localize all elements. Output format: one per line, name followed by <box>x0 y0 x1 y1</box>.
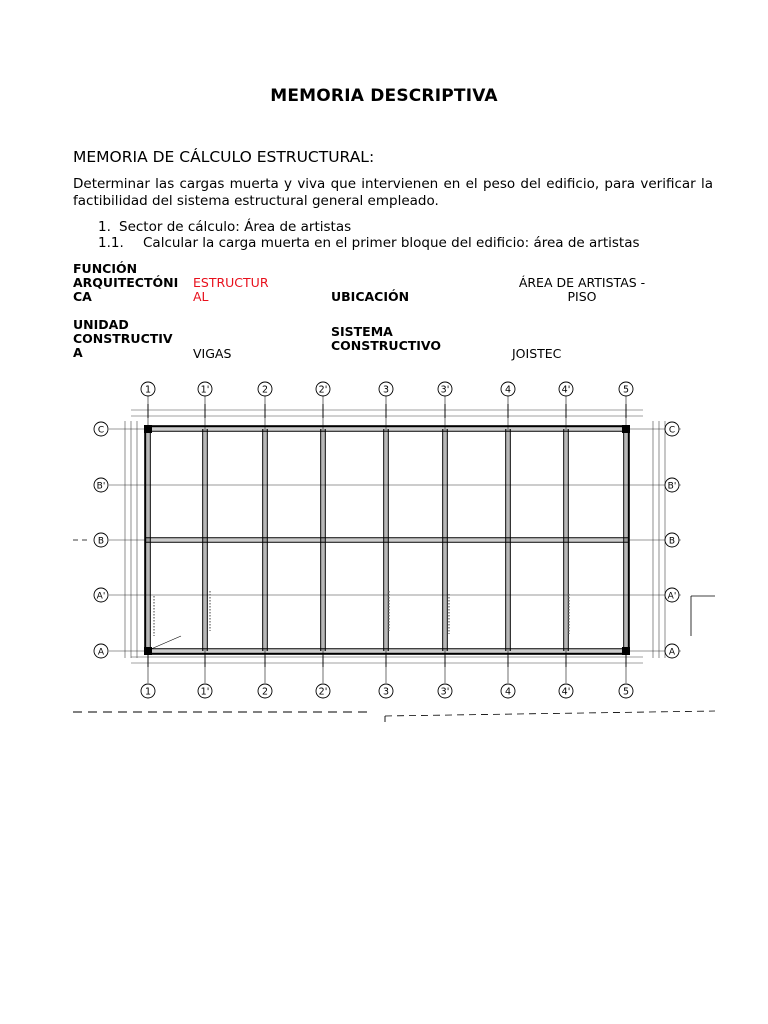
axis-label: 1 <box>144 686 152 698</box>
ubicacion-label: UBICACIÓN <box>331 289 410 304</box>
axis-label: 5 <box>622 686 630 698</box>
sistema-value: JOISTEC <box>512 346 562 361</box>
structural-floor-plan <box>73 366 715 722</box>
axis-label: 4 <box>504 686 512 698</box>
unidad-label-line: UNIDAD <box>73 317 129 332</box>
ubicacion-value <box>517 276 647 304</box>
list-item <box>98 219 351 235</box>
axis-label: 2' <box>318 384 328 396</box>
list-item <box>98 235 640 251</box>
column-square <box>144 425 152 433</box>
axis-label: A' <box>96 591 106 602</box>
intro-paragraph: Determinar las cargas muerta y viva que intervienen en el peso del edificio, para verificar la factibilidad del sistema estructural general empleado. <box>73 176 713 209</box>
axis-label: A' <box>667 591 677 602</box>
ubicacion-value-line: ÁREA DE ARTISTAS - <box>518 275 646 290</box>
list-item-number: 1.1. <box>98 235 124 251</box>
axis-label: C <box>97 425 105 436</box>
axis-label: 3 <box>382 384 390 396</box>
unidad-label-line: CONSTRUCTIV <box>73 331 173 346</box>
funcion-label-line: FUNCIÓN <box>73 261 138 276</box>
axis-label: 2 <box>261 384 269 396</box>
column-square <box>622 425 630 433</box>
axis-label: 4' <box>561 686 571 698</box>
axis-label: C <box>668 425 676 436</box>
funcion-label-line: CA <box>73 289 92 304</box>
unidad-value: VIGAS <box>193 346 232 361</box>
page-title: MEMORIA DESCRIPTIVA <box>270 86 498 106</box>
axis-label: 4' <box>561 384 571 396</box>
section-subtitle: MEMORIA DE CÁLCULO ESTRUCTURAL: <box>73 148 375 166</box>
leader-line <box>151 636 181 649</box>
unidad-label-line: A <box>73 345 83 360</box>
funcion-value-line: ESTRUCTUR <box>193 275 269 290</box>
axis-label: 3' <box>440 384 450 396</box>
sistema-label <box>331 325 441 353</box>
axis-label: B' <box>96 481 106 492</box>
axis-label: B' <box>667 481 677 492</box>
axis-label: B <box>97 536 105 547</box>
column-square <box>622 647 630 655</box>
axis-label: 5 <box>622 384 630 396</box>
axis-label: B <box>668 536 676 547</box>
funcion-label <box>73 262 178 304</box>
axis-label: 2 <box>261 686 269 698</box>
funcion-value-line: AL <box>193 289 209 304</box>
funcion-value <box>193 276 269 304</box>
sistema-label-line: SISTEMA <box>331 324 393 339</box>
dashed-line <box>385 711 715 716</box>
axis-label: 1' <box>200 686 210 698</box>
axis-label: 2' <box>318 686 328 698</box>
list-item-text: Calcular la carga muerta en el primer bloque del edificio: área de artistas <box>143 235 640 251</box>
axis-label: 3' <box>440 686 450 698</box>
sistema-label-line: CONSTRUCTIVO <box>331 338 441 353</box>
axis-label: 3 <box>382 686 390 698</box>
axis-label: A <box>97 647 105 658</box>
list-item-number: 1. <box>98 219 111 235</box>
list-item-text: Sector de cálculo: Área de artistas <box>119 219 352 235</box>
axis-label: 1' <box>200 384 210 396</box>
axis-label: A <box>668 647 676 658</box>
unidad-label <box>73 318 173 360</box>
axis-label: 4 <box>504 384 512 396</box>
funcion-label-line: ARQUITECTÓNI <box>73 275 179 290</box>
ubicacion-value-line: PISO <box>567 289 597 304</box>
column-square <box>144 647 152 655</box>
axis-label: 1 <box>144 384 152 396</box>
